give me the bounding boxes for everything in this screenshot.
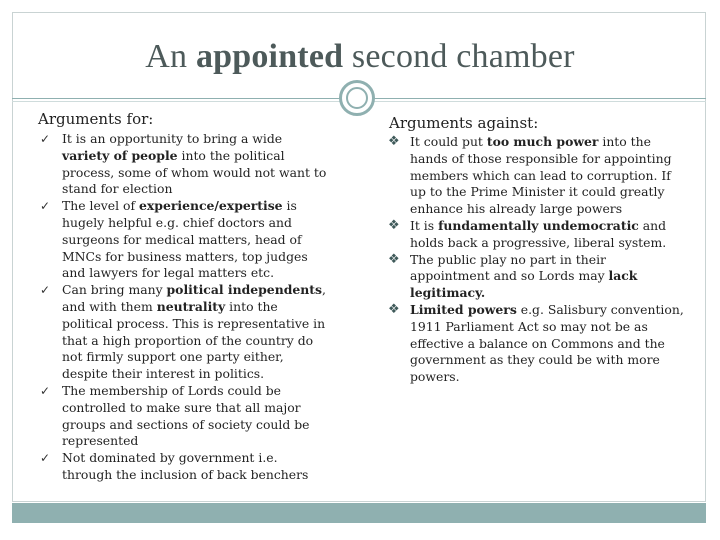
list-item: ❖ The public play no part in their appointment and so Lords may lack legitimacy. <box>388 251 638 301</box>
diamond-bullet-icon: ❖ <box>388 217 400 233</box>
arguments-against-list <box>388 134 686 386</box>
divider-ring-icon <box>339 80 375 116</box>
list-item: ❖ It could put too much power into the hands of those responsible for appointing members which can lead to corruption. If up to the Prime Minister it could greatly enhance his already large powers <box>388 134 672 217</box>
list-item: ✓ Can bring many political independents, and with them neutrality into the political process. This is representative in that a high proportion of the country do not firmly support one party either, despite their interest in politics. <box>40 282 326 382</box>
list-item: ✓ It is an opportunity to bring a wide variety of people into the political process, some of whom would not want to stand for election <box>40 131 327 197</box>
diamond-bullet-icon: ❖ <box>388 251 400 267</box>
list-item: ✓ The level of experience/expertise is hugely helpful e.g. chief doctors and surgeons for medical matters, head of MNCs for business matters, top judges and lawyers for legal matters etc. <box>40 198 308 281</box>
list-item: ❖ Limited powers e.g. Salisbury convention, 1911 Parliament Act so may not be as effective a balance on Commons and the government as they could be with more powers. <box>388 301 684 385</box>
footer-bar <box>12 503 706 523</box>
slide-title: An appointed second chamber <box>145 38 575 75</box>
list-item: ✓ Not dominated by government i.e. through the inclusion of back benchers <box>40 450 309 482</box>
checkmark-icon: ✓ <box>40 451 51 466</box>
checkmark-icon: ✓ <box>40 199 51 214</box>
checkmark-icon: ✓ <box>40 383 51 398</box>
arguments-for-heading: Arguments for: <box>38 110 154 128</box>
checkmark-icon: ✓ <box>40 132 51 146</box>
checkmark-icon: ✓ <box>40 283 51 298</box>
list-item: ✓ The membership of Lords could be controlled to make sure that all major groups and sections of society could be represented <box>40 382 310 449</box>
arguments-against-heading: Arguments against: <box>389 114 539 132</box>
diamond-bullet-icon: ❖ <box>388 134 400 149</box>
list-item: ❖ It is fundamentally undemocratic and holds back a progressive, liberal system. <box>388 217 667 250</box>
arguments-for-list <box>40 131 330 484</box>
diamond-bullet-icon: ❖ <box>388 301 400 317</box>
ring-inner-icon <box>346 87 368 109</box>
